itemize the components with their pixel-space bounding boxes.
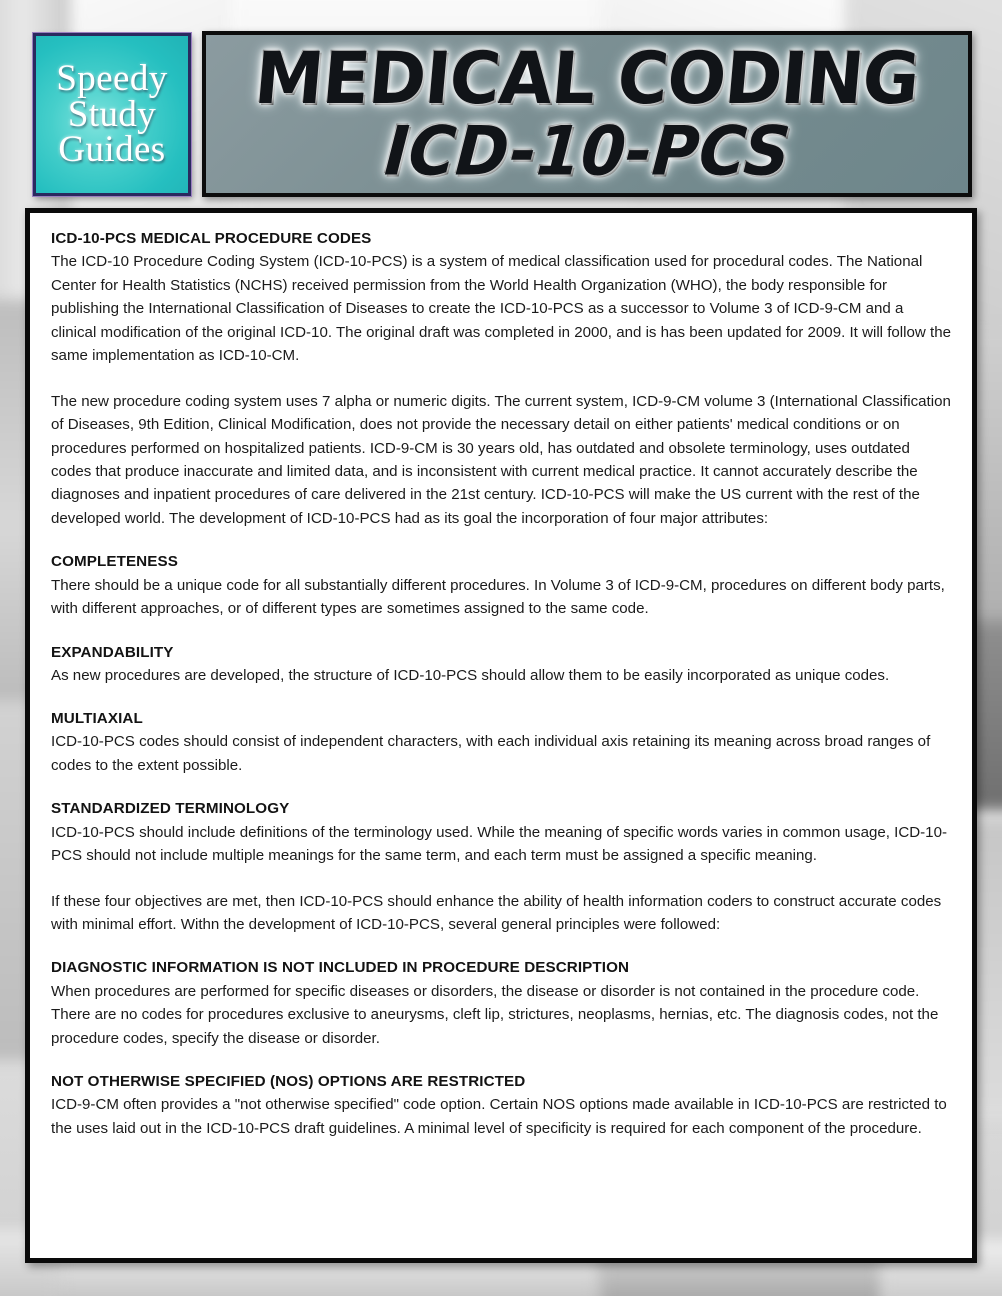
content-section [51,890,952,937]
section-body: The new procedure coding system uses 7 alpha or numeric digits. The current system, ICD-9-CM volume 3 (International Classification of Diseases, 9th Edition, Clinical Modification, does not provide the necessary detail on either patients' medical conditions or on procedures performed on hospitalized patients. ICD-9-CM is 30 years old, has outdated and obsolete terminology, uses outdated codes that produce inaccurate and limited data, and is inconsistent with current medical practice. It cannot accurately describe the diagnoses and inpatient procedures of care delivered in the 21st century. ICD-10-PCS will make the US current with the rest of the developed world. The development of ICD-10-PCS had as its goal the incorporation of four major attributes: [51,392,951,527]
content-section [51,799,952,867]
logo-line-study: Study [67,93,157,135]
section-list [51,229,952,1140]
section-heading: DIAGNOSTIC INFORMATION IS NOT INCLUDED IN PROCEDURE DESCRIPTION [51,959,630,977]
section-heading: COMPLETENESS [51,553,178,571]
content-section [51,229,952,368]
section-body: As new procedures are developed, the structure of ICD-10-PCS should allow them to be easily incorporated as unique codes. [51,666,890,684]
section-body: ICD-9-CM often provides a "not otherwise specified" code option. Certain NOS options made available in ICD-10-PCS are restricted to the uses laid out in the ICD-10-PCS draft guidelines. A minimal level of specificity is required for each component of the procedure. [51,1096,947,1137]
logo-line-speedy: Speedy [56,57,168,99]
content-section [51,709,952,777]
section-body: ICD-10-PCS should include definitions of the terminology used. While the meaning of specific words varies in common usage, ICD-10-PCS should not include multiple meanings for the same term, and each term must be assigned a specific meaning. [51,823,947,865]
section-body: If these four objectives are met, then ICD-10-PCS should enhance the ability of health information coders to construct accurate codes with minimal effort. Withn the development of ICD-10-PCS, several general principles were followed: [51,892,942,933]
section-heading: STANDARDIZED TERMINOLOGY [51,800,290,818]
section-body: There should be a unique code for all substantially different procedures. In Volume 3 of ICD-9-CM, procedures on different body parts, with different approaches, or of different types are sometimes assigned to the same code. [51,576,945,618]
logo-line-guides: Guides [58,129,166,171]
page-subtitle: ICD-10-PCS [381,112,793,192]
speedy-study-guides-logo [33,33,191,196]
title-banner [202,31,972,197]
section-heading: NOT OTHERWISE SPECIFIED (NOS) OPTIONS ARE RESTRICTED [51,1073,526,1091]
content-section [51,390,952,531]
section-heading: MULTIAXIAL [51,710,143,728]
section-body: When procedures are performed for specific diseases or disorders, the disease or disorder is not contained in the procedure code. There are no codes for procedures exclusive to aneurysms, cleft lip, strictures, neoplasms, hernias, etc. The diagnosis codes, not the procedure codes, specify the disease or disorder. [51,982,939,1047]
page-title: MEDICAL CODING [251,37,923,121]
content-card [25,208,977,1263]
section-body: The ICD-10 Procedure Coding System (ICD-10-PCS) is a system of medical classification used for procedural codes. The National Center for Health Statistics (NCHS) received permission from the World Health Organization (WHO), the body responsible for publishing the International Classification of Diseases to create the ICD-10-PCS as a successor to Volume 3 of ICD-9-CM and a clinical modification of the original ICD-10. The original draft was completed in 2000, and is has been updated for 2009. It will follow the same implementation as ICD-10-CM. [51,253,951,365]
section-body: ICD-10-PCS codes should consist of independent characters, with each individual axis retaining its meaning across broad ranges of codes to the extent possible. [51,733,931,774]
content-section [51,643,952,688]
section-heading: ICD-10-PCS MEDICAL PROCEDURE CODES [51,230,372,247]
masthead [0,0,1002,205]
content-section [51,552,952,620]
content-section [51,1072,952,1140]
section-heading: EXPANDABILITY [51,643,174,661]
content-section [51,958,952,1050]
